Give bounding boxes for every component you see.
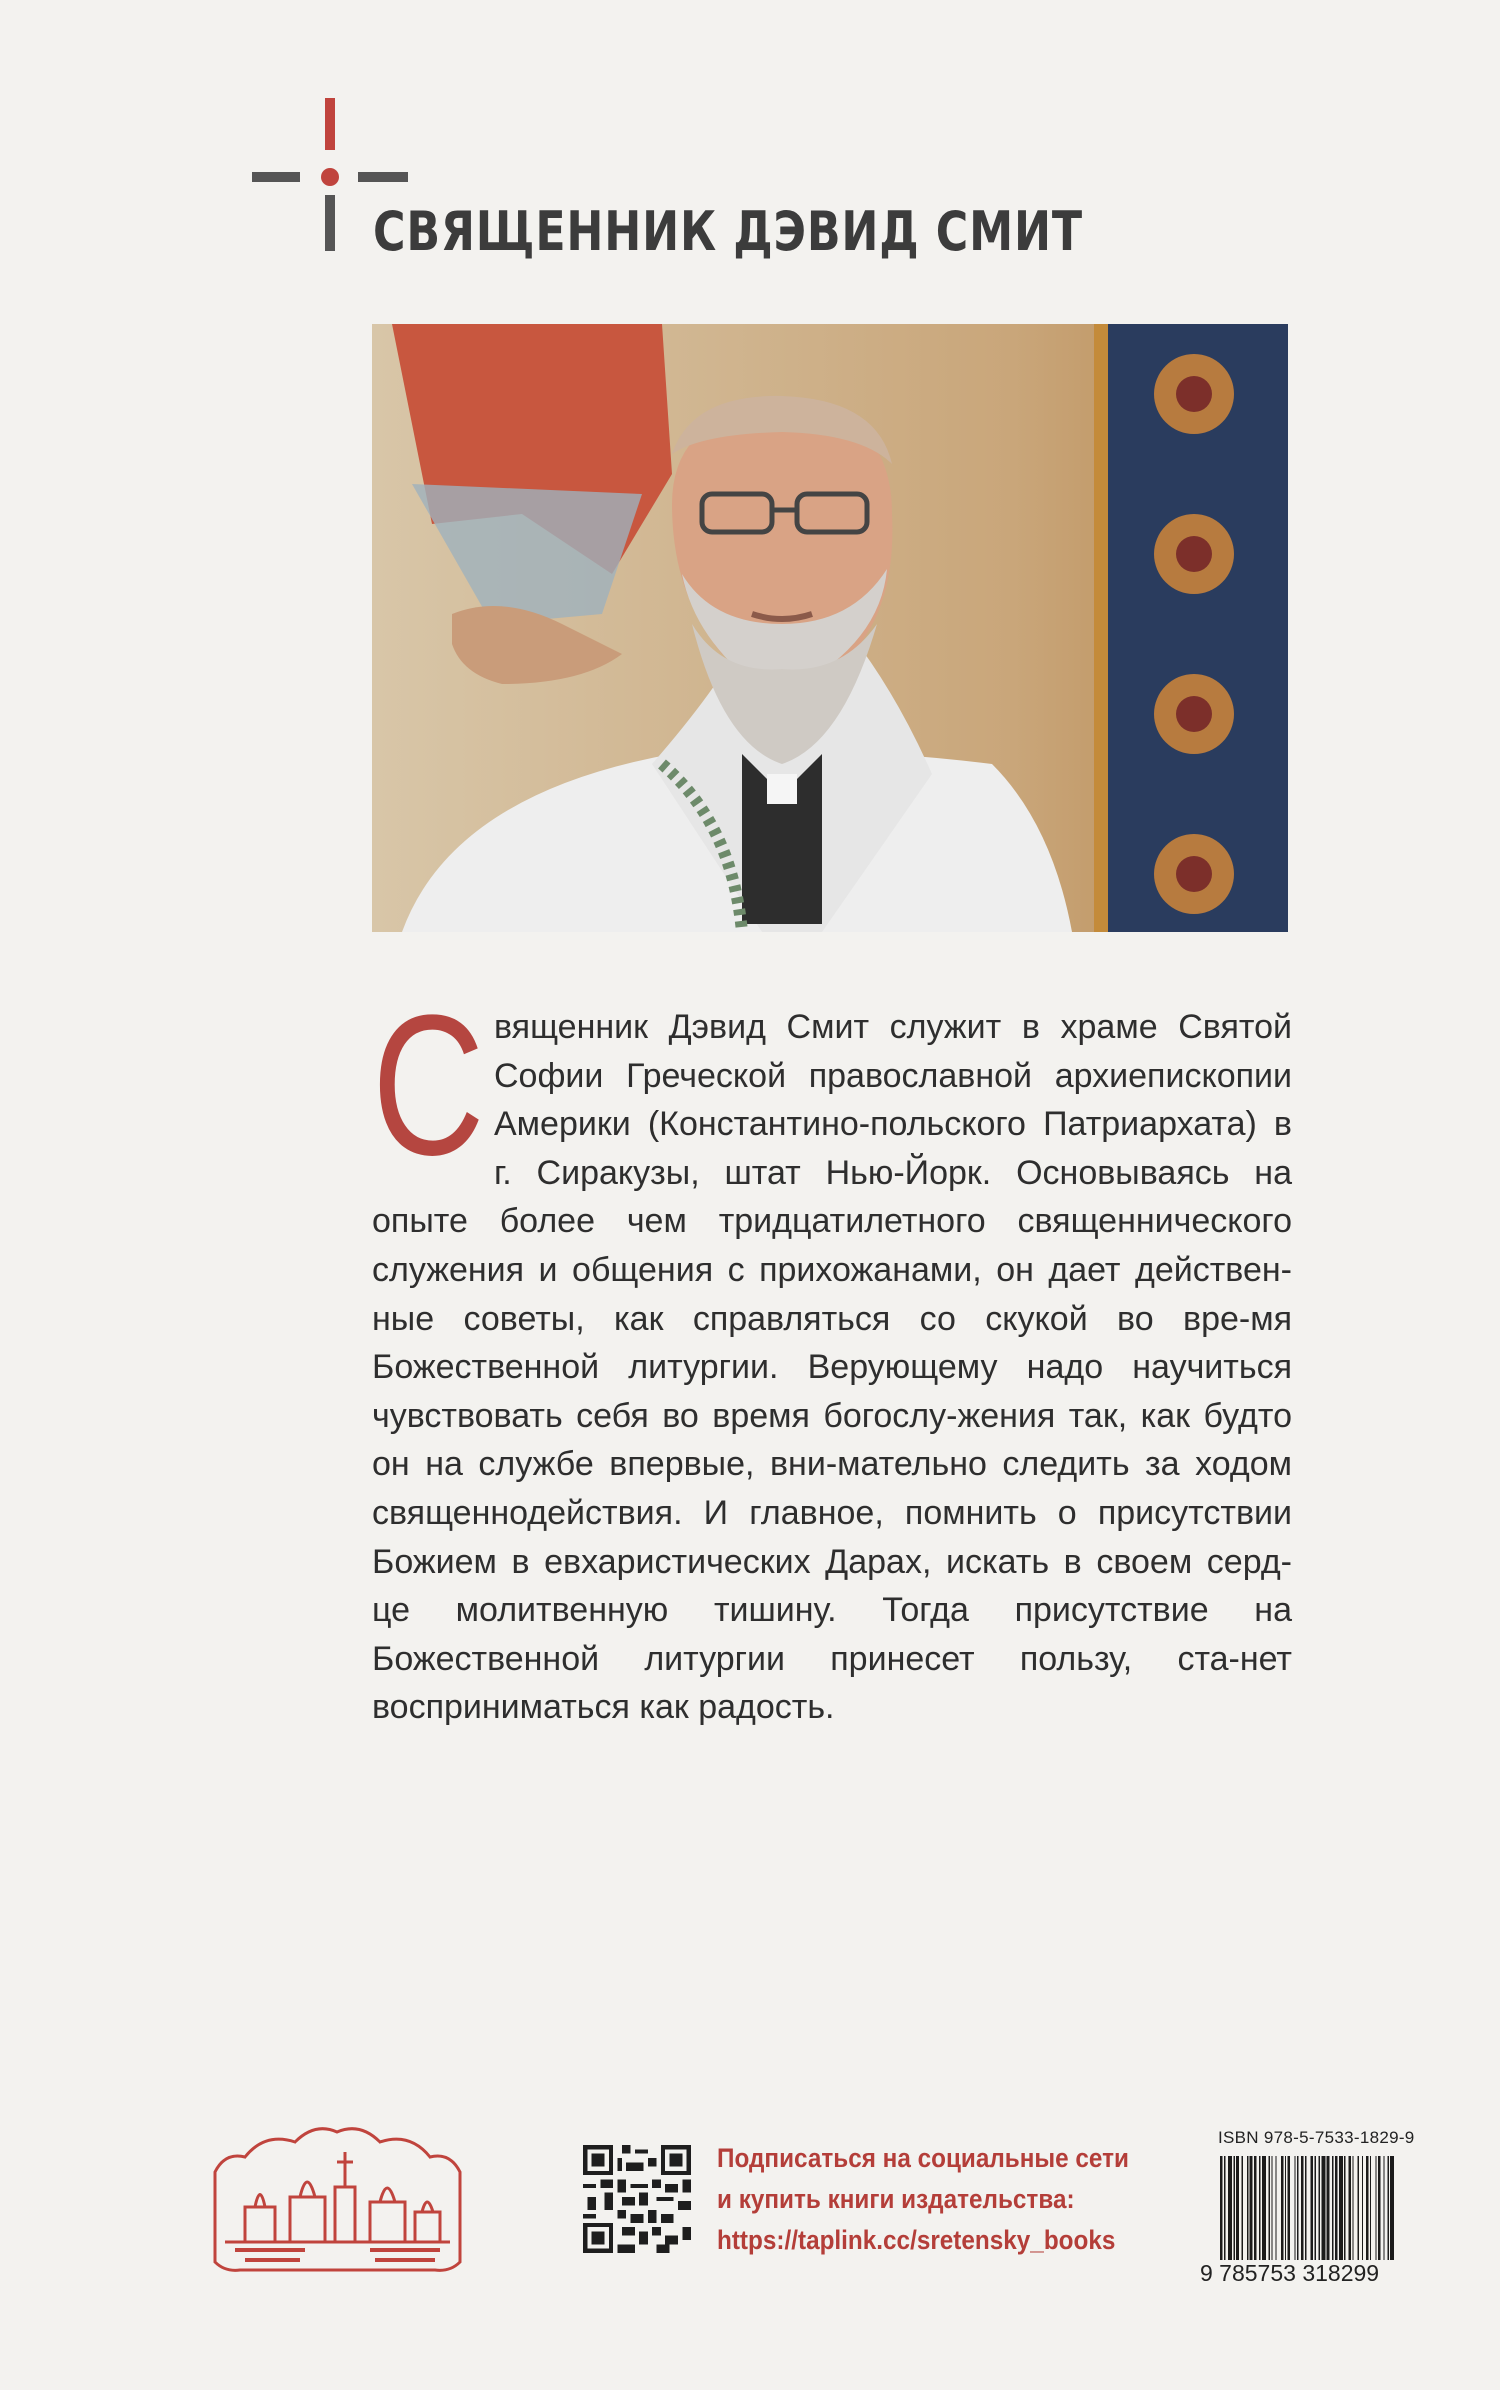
author-name: СВЯЩЕННИК ДЭВИД СМИТ xyxy=(373,200,1083,263)
promo-line-2: и купить книги издательства: xyxy=(717,2184,1075,2214)
promo-line-1: Подписаться на социальные сети xyxy=(717,2143,1129,2173)
promo-block xyxy=(717,2138,1129,2261)
book-annotation xyxy=(372,974,1292,1732)
annotation-body: вященник Дэвид Смит служит в храме Святой Софии Греческой православной архиепископии Америки (Константино-польского Патриархата) в г. Сиракузы, штат Нью-Йорк. Основываясь на опыте более чем тридцатилетного священнического служения и общения с прихожанами, он дает действен-ные советы, как справляться со скукой во вре-мя Божественной литургии. Верующему надо научиться чувствовать себя во время богослу-жения так, как будто он на службе впервые, вни-мательно следить за ходом священнодействия. И главное, помнить о присутствии Божием в евхаристических Дарах, искать в своем серд-це молитвенную тишину. Тогда присутствие на Божественной литургии принесет пользу, ста-нет восприниматься как радость. xyxy=(372,1008,1292,1727)
promo-link[interactable]: https://taplink.cc/sretensky_books xyxy=(717,2225,1116,2255)
dropcap-letter: С xyxy=(372,974,485,1197)
isbn-label: ISBN 978-5-7533-1829-9 xyxy=(1218,2128,1415,2147)
author-photo xyxy=(372,324,1288,932)
qr-code-icon xyxy=(583,2145,691,2253)
monastery-seal-icon xyxy=(205,2112,470,2277)
barcode-digits: 9 785753 318299 xyxy=(1200,2260,1380,2286)
barcode-icon xyxy=(1218,2156,1450,2266)
